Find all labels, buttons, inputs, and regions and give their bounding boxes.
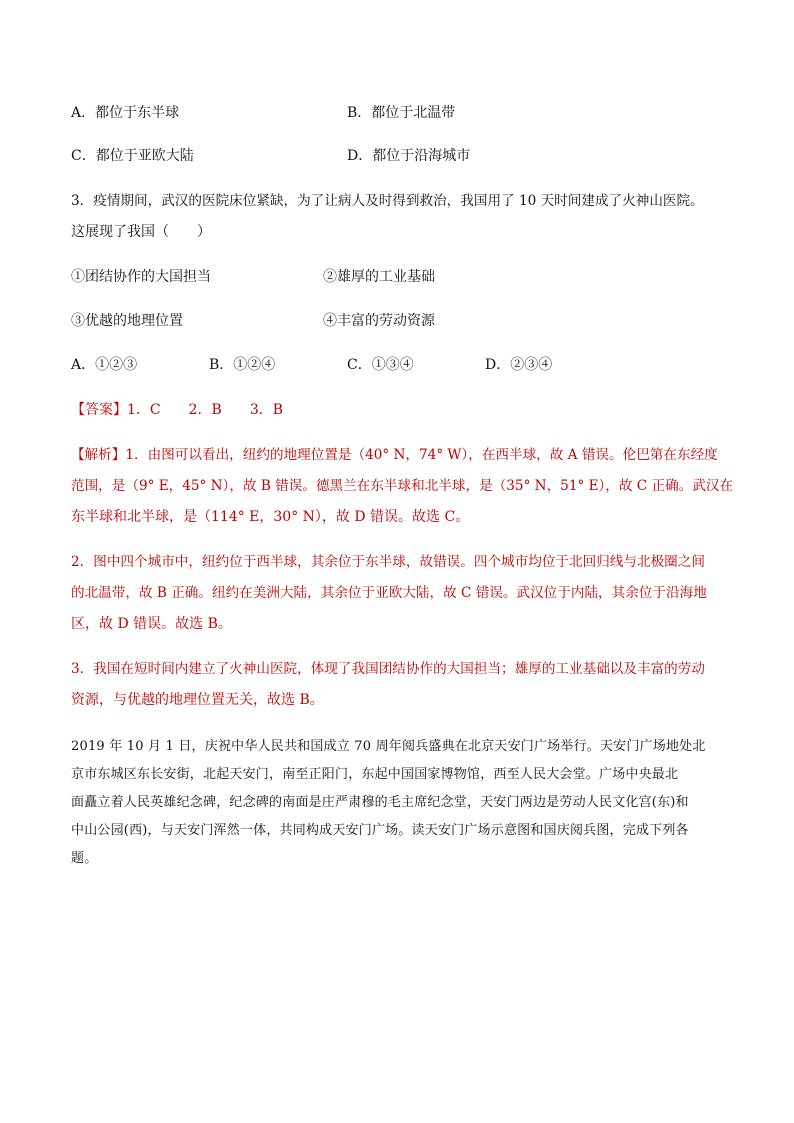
- q2-option-c: C．都位于亚欧大陆: [71, 148, 194, 164]
- q3-option-a: A．①②③: [71, 357, 138, 373]
- q3-stem-line2: 这展现了我国（ ）: [71, 224, 211, 240]
- q2-option-b: B．都位于北温带: [347, 105, 456, 121]
- material-line4: 中山公园(西)，与天安门浑然一体，共同构成天安门广场。读天安门广场示意图和国庆阅兵图，完成下列各: [71, 823, 689, 838]
- q3-item-1: ①团结协作的大国担当: [71, 269, 211, 285]
- q3-item-2: ②雄厚的工业基础: [323, 269, 435, 285]
- answer-line: 【答案】1．C 2．B 3．B: [71, 402, 284, 418]
- analysis-p3-line2: 资源，与优越的地理位置无关，故选 B。: [71, 692, 324, 708]
- analysis-p1-line1: 【解析】1．由图可以看出，纽约的地理位置是（40° N，74° W），在西半球，故 A 错误。伦巴第在东经度: [71, 447, 718, 463]
- q3-stem-line1: 3．疫情期间，武汉的医院床位紧缺，为了让病人及时得到救治，我国用了 10 天时间建成了火神山医院。: [71, 193, 704, 209]
- q2-option-a: A．都位于东半球: [71, 105, 180, 121]
- material-line2: 京市东城区东长安街，北起天安门，南至正阳门，东起中国国家博物馆，西至人民大会堂。广场中央最北: [71, 767, 679, 782]
- analysis-p1-line3: 东半球和北半球，是（114° E，30° N），故 D 错误。故选 C。: [71, 509, 470, 525]
- q3-item-3: ③优越的地理位置: [71, 313, 183, 329]
- analysis-p2-line1: 2．图中四个城市中，纽约位于西半球，其余位于东半球，故错误。四个城市均位于北回归线与北极圈之间: [71, 554, 705, 570]
- q2-option-d: D．都位于沿海城市: [347, 148, 471, 164]
- analysis-p2-line2: 的北温带，故 B 正确。纽约在美洲大陆，其余位于亚欧大陆，故 C 错误。武汉位于内陆，其余位于沿海地: [71, 585, 707, 601]
- material-line3: 面矗立着人民英雄纪念碑，纪念碑的南面是庄严肃穆的毛主席纪念堂，天安门两边是劳动人民文化宫(东)和: [71, 795, 689, 810]
- analysis-p1-line2: 范围，是（9° E，45° N），故 B 错误。德黑兰在东半球和北半球，是（35° N，51° E），故 C 正确。武汉在: [71, 478, 734, 494]
- material-passage: [71, 733, 731, 873]
- material-line1: 2019 年 10 月 1 日，庆祝中华人民共和国成立 70 周年阅兵盛典在北京天安门广场举行。天安门广场地处北: [71, 739, 706, 754]
- material-line5: 题。: [71, 851, 98, 866]
- analysis-p3-line1: 3．我国在短时间内建立了火神山医院，体现了我国团结协作的大国担当；雄厚的工业基础以及丰富的劳动: [71, 661, 705, 677]
- q3-item-4: ④丰富的劳动资源: [323, 313, 435, 329]
- analysis-p2-line3: 区，故 D 错误。故选 B。: [71, 616, 232, 632]
- q3-option-c: C．①③④: [347, 357, 414, 373]
- q3-option-d: D．②③④: [485, 357, 553, 373]
- q3-option-b: B．①②④: [209, 357, 276, 373]
